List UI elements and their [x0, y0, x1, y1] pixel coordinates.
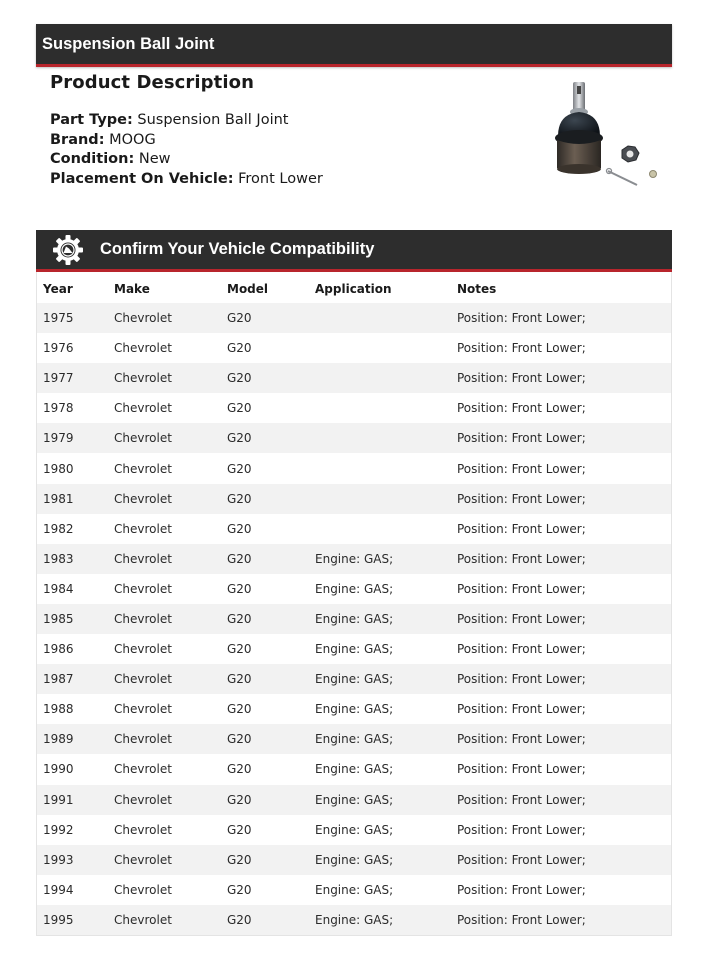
cell-year: 1992	[43, 822, 74, 837]
product-title: Suspension Ball Joint	[42, 34, 215, 53]
cell-application: Engine: GAS;	[315, 581, 394, 596]
cell-model: G20	[227, 544, 315, 574]
cell-model: G20	[227, 724, 315, 754]
cell-application	[315, 333, 457, 363]
column-make: Make	[114, 281, 150, 296]
description-heading: Product Description	[50, 72, 254, 93]
cell-year: 1976	[43, 341, 74, 356]
cell-notes: Position: Front Lower;	[457, 905, 671, 935]
table-row	[37, 905, 671, 935]
cell-application	[315, 423, 457, 453]
compatibility-table-container	[36, 272, 672, 936]
cell-make: Chevrolet	[114, 303, 227, 333]
cell-model: G20	[227, 762, 252, 777]
table-row	[37, 423, 671, 453]
cell-application	[315, 484, 457, 514]
cell-application: Engine: GAS;	[315, 724, 457, 754]
cell-make: Chevrolet	[114, 822, 172, 837]
cell-notes: Position: Front Lower;	[457, 702, 586, 717]
cell-notes: Position: Front Lower;	[457, 581, 586, 596]
cell-make: Chevrolet	[114, 882, 172, 897]
cell-model: G20	[227, 363, 315, 393]
cell-year: 1991	[37, 785, 114, 815]
cell-model: G20	[227, 401, 252, 416]
cell-notes: Position: Front Lower;	[457, 604, 671, 634]
cell-make: Chevrolet	[114, 762, 172, 777]
cell-year: 1979	[37, 423, 114, 453]
cell-application	[315, 303, 457, 333]
cell-application: Engine: GAS;	[315, 642, 394, 657]
table-row	[37, 664, 671, 694]
cell-notes: Position: Front Lower;	[457, 882, 586, 897]
cell-make: Chevrolet	[114, 604, 227, 634]
table-row	[37, 393, 671, 423]
cell-application: Engine: GAS;	[315, 785, 457, 815]
cell-make: Chevrolet	[114, 642, 172, 657]
cell-make: Chevrolet	[114, 702, 172, 717]
cell-model: G20	[227, 845, 315, 875]
cell-application: Engine: GAS;	[315, 882, 394, 897]
product-description	[50, 70, 530, 189]
cell-notes: Position: Front Lower;	[457, 521, 586, 536]
cell-model: G20	[227, 822, 252, 837]
cell-application: Engine: GAS;	[315, 762, 394, 777]
table-row	[37, 604, 671, 634]
cell-year: 1986	[43, 642, 74, 657]
cell-year: 1989	[37, 724, 114, 754]
cell-model: G20	[227, 702, 252, 717]
cell-application: Engine: GAS;	[315, 905, 457, 935]
cell-make: Chevrolet	[114, 484, 227, 514]
table-row	[37, 333, 671, 363]
cell-application: Engine: GAS;	[315, 702, 394, 717]
cell-model: G20	[227, 484, 315, 514]
table-row	[37, 694, 671, 724]
cell-year: 1990	[43, 762, 74, 777]
cell-application	[315, 393, 457, 423]
cell-make: Chevrolet	[114, 401, 172, 416]
table-row	[37, 303, 671, 333]
cell-application: Engine: GAS;	[315, 845, 457, 875]
cell-notes: Position: Front Lower;	[457, 785, 671, 815]
table-row	[37, 484, 671, 514]
cell-model: G20	[227, 604, 315, 634]
cell-make: Chevrolet	[114, 544, 227, 574]
table-header-row	[37, 272, 671, 303]
cell-notes: Position: Front Lower;	[457, 664, 671, 694]
cell-notes: Position: Front Lower;	[457, 845, 671, 875]
table-row	[37, 363, 671, 393]
cell-model: G20	[227, 642, 252, 657]
cell-application	[315, 363, 457, 393]
cell-make: Chevrolet	[114, 363, 227, 393]
cell-application: Engine: GAS;	[315, 664, 457, 694]
cell-make: Chevrolet	[114, 341, 172, 356]
cell-year: 1994	[43, 882, 74, 897]
cell-notes: Position: Front Lower;	[457, 401, 586, 416]
cell-notes: Position: Front Lower;	[457, 544, 671, 574]
cell-notes: Position: Front Lower;	[457, 724, 671, 754]
compatibility-table	[37, 272, 671, 935]
spec-brand: Brand: MOOG	[50, 131, 156, 148]
product-title-bar	[36, 24, 672, 67]
cell-year: 1978	[43, 401, 74, 416]
cell-make: Chevrolet	[114, 785, 227, 815]
table-row	[37, 785, 671, 815]
cell-model: G20	[227, 423, 315, 453]
cell-model: G20	[227, 664, 315, 694]
cell-model: G20	[227, 461, 252, 476]
cell-make: Chevrolet	[114, 521, 172, 536]
cell-model: G20	[227, 882, 252, 897]
cell-notes: Position: Front Lower;	[457, 762, 586, 777]
cell-year: 1985	[37, 604, 114, 634]
cell-model: G20	[227, 581, 252, 596]
cell-application: Engine: GAS;	[315, 544, 457, 574]
table-row	[37, 453, 671, 483]
cell-model: G20	[227, 785, 315, 815]
cell-make: Chevrolet	[114, 724, 227, 754]
cell-application	[315, 514, 457, 544]
cell-make: Chevrolet	[114, 845, 227, 875]
cell-make: Chevrolet	[114, 581, 172, 596]
column-notes: Notes	[457, 281, 497, 296]
column-model: Model	[227, 281, 269, 296]
cell-year: 1993	[37, 845, 114, 875]
cell-notes: Position: Front Lower;	[457, 363, 671, 393]
cell-notes: Position: Front Lower;	[457, 341, 586, 356]
cell-notes: Position: Front Lower;	[457, 423, 671, 453]
cell-notes: Position: Front Lower;	[457, 461, 586, 476]
cell-model: G20	[227, 905, 315, 935]
table-row	[37, 574, 671, 604]
gear-car-icon	[52, 234, 84, 266]
cell-notes: Position: Front Lower;	[457, 642, 586, 657]
table-row	[37, 845, 671, 875]
cell-year: 1984	[43, 581, 74, 596]
spec-part-type: Part Type: Suspension Ball Joint	[50, 112, 289, 128]
cell-year: 1995	[37, 905, 114, 935]
spec-condition: Condition: New	[50, 151, 171, 167]
cell-year: 1977	[37, 363, 114, 393]
cell-application: Engine: GAS;	[315, 822, 394, 837]
cell-year: 1988	[43, 702, 74, 717]
cell-make: Chevrolet	[114, 423, 227, 453]
cell-notes: Position: Front Lower;	[457, 484, 671, 514]
cell-notes: Position: Front Lower;	[457, 303, 671, 333]
table-row	[37, 754, 671, 784]
spec-placement: Placement On Vehicle: Front Lower	[50, 170, 323, 187]
column-year: Year	[43, 281, 73, 296]
compatibility-header-bar	[36, 230, 672, 272]
ball-joint-product-image	[540, 76, 665, 191]
cell-model: G20	[227, 341, 252, 356]
cell-year: 1981	[37, 484, 114, 514]
table-row	[37, 544, 671, 574]
column-application: Application	[315, 281, 392, 296]
cell-notes: Position: Front Lower;	[457, 822, 586, 837]
cell-make: Chevrolet	[114, 664, 227, 694]
table-row	[37, 875, 671, 905]
table-row	[37, 815, 671, 845]
table-row	[37, 724, 671, 754]
cell-model: G20	[227, 521, 252, 536]
compatibility-title: Confirm Your Vehicle Compatibility	[100, 240, 375, 258]
cell-make: Chevrolet	[114, 905, 227, 935]
cell-make: Chevrolet	[114, 461, 172, 476]
cell-year: 1987	[37, 664, 114, 694]
cell-year: 1982	[43, 521, 74, 536]
cell-year: 1980	[43, 461, 74, 476]
cell-year: 1975	[37, 303, 114, 333]
cell-year: 1983	[37, 544, 114, 574]
cell-model: G20	[227, 303, 315, 333]
cell-application: Engine: GAS;	[315, 604, 457, 634]
cell-application	[315, 453, 457, 483]
table-row	[37, 514, 671, 544]
table-row	[37, 634, 671, 664]
